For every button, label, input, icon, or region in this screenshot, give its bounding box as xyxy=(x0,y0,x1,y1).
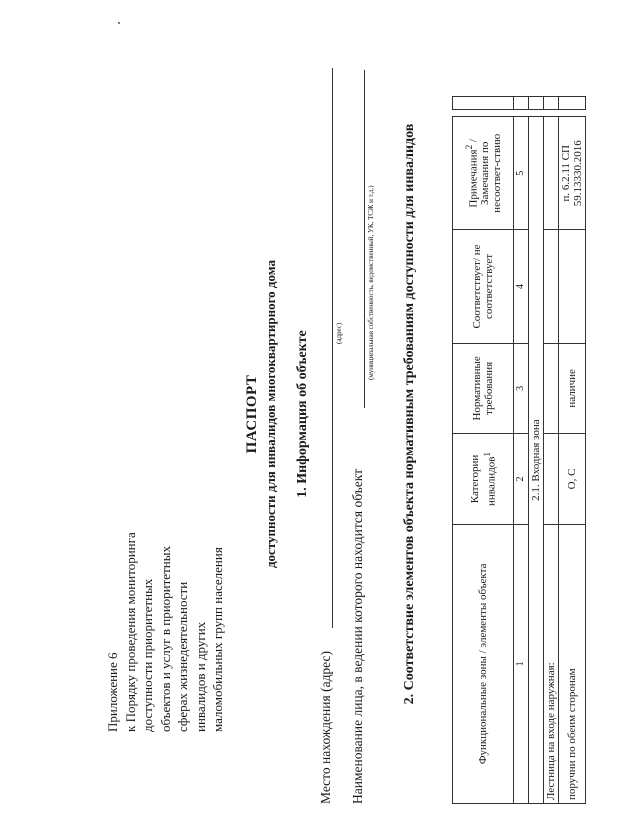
edge-cell xyxy=(453,97,514,110)
location-field-line xyxy=(332,68,333,628)
owner-hint: (муниципальная собственность, ведомственный, УК, ТСЖ и т.д.) xyxy=(367,185,375,380)
cell-requirement: наличие xyxy=(559,343,586,434)
owner-label: Наименование лица, в ведении которого находится объект xyxy=(350,468,365,804)
header-notes xyxy=(453,117,514,230)
gap-cell xyxy=(529,109,544,117)
section2-heading: 2. Соответствие элементов объекта нормативным требованиям доступности для инвалидов xyxy=(402,123,417,705)
gap-cell xyxy=(514,109,529,117)
zone-label: 2.1. Входная зона xyxy=(529,117,544,804)
appendix-line: объектов и услуг в приоритетных xyxy=(157,546,173,732)
col-number: 2 xyxy=(514,434,529,525)
col-number: 3 xyxy=(514,343,529,434)
table-row xyxy=(544,97,559,804)
cell-category xyxy=(544,434,559,525)
appendix-line: сферах жизнедеятельности xyxy=(175,581,190,732)
accessibility-table xyxy=(452,96,586,804)
col-number: 4 xyxy=(514,230,529,343)
col-number: 1 xyxy=(514,524,529,803)
edge-cell xyxy=(529,97,544,110)
header-compliance: Соответствует/ не соответствует xyxy=(453,230,514,343)
table-row xyxy=(559,97,586,804)
edge-cell xyxy=(544,97,559,110)
section1-heading: 1. Информация об объекте xyxy=(295,330,310,498)
header-categories xyxy=(453,434,514,525)
cell-element: Лестница на входе наружная: xyxy=(544,524,559,803)
footnote-mark: 1 xyxy=(481,451,492,457)
document-subtitle: доступности для инвалидов многоквартирного дома xyxy=(263,259,278,569)
footnote-mark: 2 xyxy=(463,144,474,150)
col-number: 5 xyxy=(514,117,529,230)
header-notes-text: Примечания xyxy=(467,149,480,208)
header-elements: Функциональные зоны / элементы объекта xyxy=(453,524,514,803)
appendix-block xyxy=(104,492,227,732)
edge-cell xyxy=(559,97,586,110)
appendix-line: доступности приоритетных xyxy=(140,578,155,732)
cell-category: О, С xyxy=(559,434,586,525)
location-label: Место нахождения (адрес) xyxy=(318,650,333,804)
appendix-line: Приложение 6 xyxy=(105,652,120,732)
edge-cell xyxy=(514,97,529,110)
cell-requirement xyxy=(544,343,559,434)
header-categories-text: Категории инвалидов xyxy=(468,454,498,506)
column-number-row xyxy=(514,97,529,804)
cell-compliance xyxy=(544,230,559,343)
table-header-row xyxy=(453,97,514,804)
header-notes-rest: / Замечания по несоответ-ствию xyxy=(467,133,504,213)
gap-cell xyxy=(559,109,586,117)
owner-field-line xyxy=(364,70,365,408)
document-title: ПАСПОРТ xyxy=(244,374,260,454)
cell-note xyxy=(544,117,559,230)
gap-cell xyxy=(453,109,514,117)
cell-compliance xyxy=(559,230,586,343)
document-title-block xyxy=(244,0,279,828)
zone-row xyxy=(529,97,544,804)
gap-cell xyxy=(544,109,559,117)
appendix-line: инвалидов и других xyxy=(192,621,208,732)
location-hint: (адрес) xyxy=(335,322,343,344)
appendix-line: к Порядку проведения мониторинга xyxy=(122,532,138,732)
header-requirements: Нормативные требования xyxy=(453,343,514,434)
cell-note: п. 6.2.11 СП 59.13330.2016 xyxy=(559,117,586,230)
cell-element: поручни по обеим сторонам xyxy=(559,524,586,803)
appendix-line: маломобильных групп населения xyxy=(210,547,225,732)
